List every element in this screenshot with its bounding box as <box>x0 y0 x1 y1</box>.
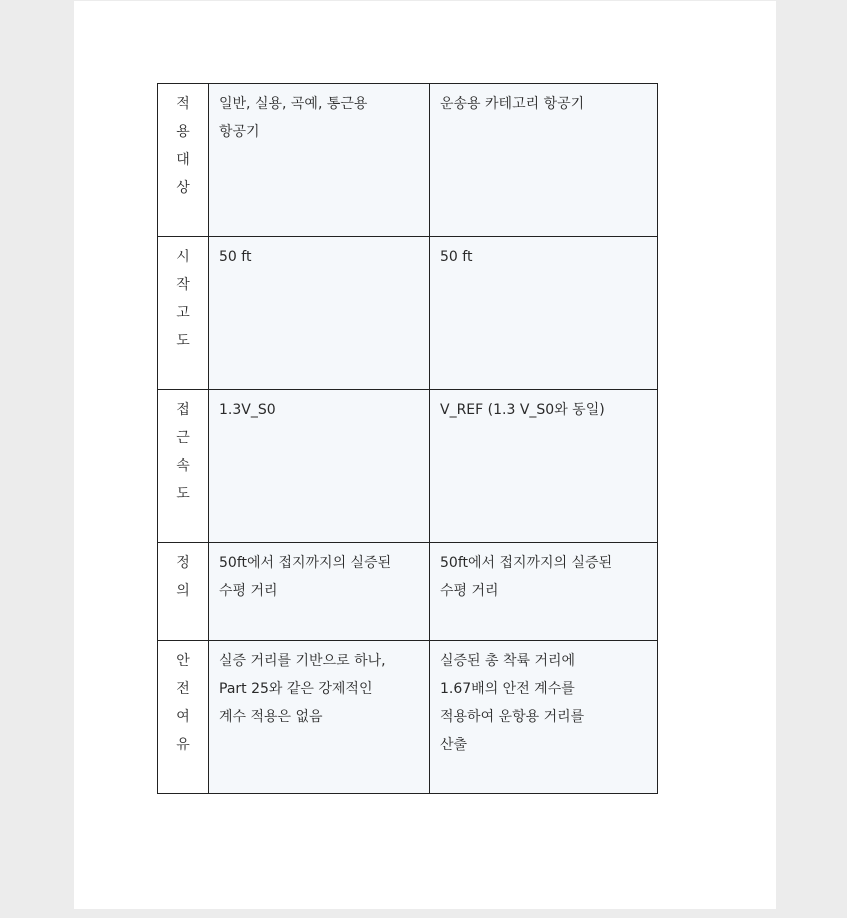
cell-line: 1.3V_S0 <box>219 402 276 418</box>
label-char: 정 <box>176 555 190 571</box>
cell-col2 <box>430 543 658 641</box>
document-page <box>74 1 776 909</box>
label-char: 접 <box>176 402 190 418</box>
label-char: 근 <box>176 430 190 446</box>
row-label-safety-margin <box>158 641 209 794</box>
table-row-approach-speed <box>158 390 658 543</box>
cell-line: 수평 거리 <box>440 583 499 599</box>
cell-line: Part 25와 같은 강제적인 <box>219 681 373 697</box>
cell-line: 50 ft <box>440 249 473 265</box>
row-label-applicability <box>158 84 209 237</box>
label-char: 속 <box>176 458 190 474</box>
cell-col1 <box>209 84 430 237</box>
cell-line: 일반, 실용, 곡예, 통근용 <box>219 96 368 112</box>
cell-line: V_REF (1.3 V_S0와 동일) <box>440 402 605 418</box>
cell-col2 <box>430 390 658 543</box>
label-char: 도 <box>176 486 190 502</box>
label-char: 용 <box>176 124 190 140</box>
label-char: 적 <box>176 96 190 112</box>
label-char: 작 <box>176 277 190 293</box>
cell-line: 실증 거리를 기반으로 하나, <box>219 653 386 669</box>
label-char: 여 <box>176 709 190 725</box>
cell-col2 <box>430 84 658 237</box>
label-char: 안 <box>176 653 190 669</box>
cell-col2 <box>430 237 658 390</box>
cell-line: 항공기 <box>219 124 260 140</box>
cell-col2 <box>430 641 658 794</box>
cell-line: 1.67배의 안전 계수를 <box>440 681 575 697</box>
cell-line: 실증된 총 착륙 거리에 <box>440 653 576 669</box>
label-char: 시 <box>176 249 190 265</box>
row-label-approach-speed <box>158 390 209 543</box>
cell-col1 <box>209 543 430 641</box>
table-row-safety-margin <box>158 641 658 794</box>
cell-col1 <box>209 641 430 794</box>
label-char: 의 <box>176 583 190 599</box>
table-row-applicability <box>158 84 658 237</box>
label-char: 고 <box>176 305 190 321</box>
cell-line: 50ft에서 접지까지의 실증된 <box>440 555 613 571</box>
table-row-start-height <box>158 237 658 390</box>
label-char: 전 <box>176 681 190 697</box>
table-row-definition <box>158 543 658 641</box>
label-char: 유 <box>176 737 190 753</box>
cell-col1 <box>209 237 430 390</box>
cell-line: 운송용 카테고리 항공기 <box>440 96 585 112</box>
row-label-start-height <box>158 237 209 390</box>
cell-line: 50 ft <box>219 249 252 265</box>
label-char: 대 <box>176 152 190 168</box>
row-label-definition <box>158 543 209 641</box>
label-char: 상 <box>176 180 190 196</box>
comparison-table <box>157 83 658 794</box>
cell-line: 계수 적용은 없음 <box>219 709 323 725</box>
label-char: 도 <box>176 333 190 349</box>
cell-line: 적용하여 운항용 거리를 <box>440 709 585 725</box>
cell-line: 수평 거리 <box>219 583 278 599</box>
cell-line: 산출 <box>440 737 468 753</box>
cell-line: 50ft에서 접지까지의 실증된 <box>219 555 392 571</box>
cell-col1 <box>209 390 430 543</box>
